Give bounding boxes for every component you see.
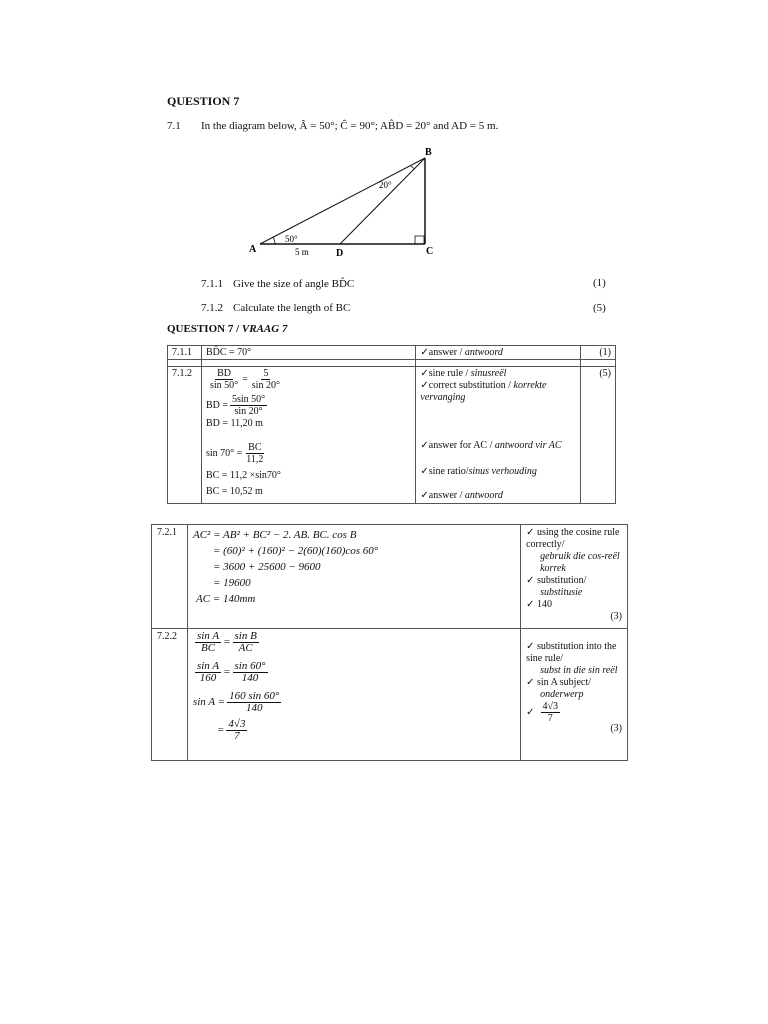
table-row (152, 525, 628, 629)
equation-2: BD = $\frac{5\sin 50^\circ}{\sin 20^\circ}$ (205, 393, 266, 417)
mark-cell: (5) (581, 367, 616, 504)
question-7-1-number: 7.1 (167, 120, 181, 132)
angle-a-label: 50° (285, 234, 298, 244)
working-cell: $\frac{\text{sin A}}{BC}$ = $\frac{\text{sin B}}{AC}$ $\frac{\text{sin A}}{160}$ = $\frac{\sin 60^\circ}{140}$ sin A = $\frac{160 \sin 60^\circ}{140}$ = $\frac{4√3}{7}$ (187, 629, 520, 761)
working-cell (201, 367, 415, 504)
equation-6: BC = 10,52 m (205, 486, 263, 497)
table-row (168, 367, 616, 504)
angle-abd-arc (411, 166, 415, 169)
question-7-1-2-number: 7.1.2 (201, 302, 223, 314)
angle-abd-label: 20° (379, 180, 392, 190)
triangle-diagram (245, 142, 445, 260)
angle-a-arc (273, 237, 275, 244)
criteria-cell: ✓answer / antwoord (416, 346, 581, 360)
question-7-1-1-text: Give the size of angle BD̂C (233, 278, 355, 290)
table-row (168, 346, 616, 360)
label-b: B (425, 147, 432, 158)
ad-length-label: 5 m (295, 247, 309, 257)
working-cell: AC² = AB² + BC² − 2. AB. BC. cos B = (60)² + (160)² − 2(60)(160)cos 60° = 3600 + 25600 − 9600 = 19600 AC = 140mm (187, 525, 520, 629)
criteria-cell: ✓ using the cosine rule correctly/ gebruik die cos-reël korrek ✓ substitution/ substitusie ✓ 140 (3) (521, 525, 628, 629)
label-a: A (249, 244, 257, 255)
label-d: D (336, 248, 344, 259)
row-number: 7.1.2 (168, 367, 202, 504)
row-number: 7.2.2 (152, 629, 188, 761)
label-c: C (426, 246, 434, 257)
equation-4: sin 70° = $\frac{BC}{11,2}$ (205, 441, 264, 465)
table-row (168, 360, 616, 367)
side-ab (260, 158, 425, 244)
memo-table-7-2 (151, 524, 628, 761)
question-7-1-2-text: Calculate the length of BC (233, 302, 351, 314)
equation-5: BC = 11,2 ×sin70° (205, 470, 281, 481)
row-number: 7.2.1 (152, 525, 188, 629)
equation-3: BD = 11,20 m (205, 418, 263, 429)
side-bd (340, 158, 425, 244)
right-angle-marker (415, 236, 424, 244)
question-7-1-text: In the diagram below, Â = 50°; Ĉ = 90°; AB̂D = 20° and AD = 5 m. (201, 120, 499, 132)
question-7-1-1-mark: (1) (593, 277, 606, 289)
row-number: 7.1.1 (168, 346, 202, 360)
mark-cell: (1) (581, 346, 616, 360)
equation-1: $\frac{BD}{\sin 50^\circ}$ = $\frac{5}{\sin 20^\circ}$ (209, 367, 280, 391)
table-row (152, 629, 628, 761)
memo-title: QUESTION 7 / VRAAG 7 (167, 323, 288, 335)
criteria-cell: ✓ substitution into the sine rule/ subst in die sin reël ✓ sin A subject/ onderwerp ✓ $\frac{4√3}{7}$ (3) (521, 629, 628, 761)
answer-cell: BD̂C = 70° (201, 346, 415, 360)
question-title: QUESTION 7 (167, 94, 240, 108)
criteria-cell: ✓sine rule / sinusreël ✓correct substitution / korrekte vervanging ✓answer for AC / antwoord vir AC ✓sine ratio/sinus verhouding ✓answer / antwoord (416, 367, 581, 504)
question-7-1-2-mark: (5) (593, 302, 606, 314)
memo-table-7-1 (167, 345, 616, 504)
question-7-1-1-number: 7.1.1 (201, 278, 223, 290)
